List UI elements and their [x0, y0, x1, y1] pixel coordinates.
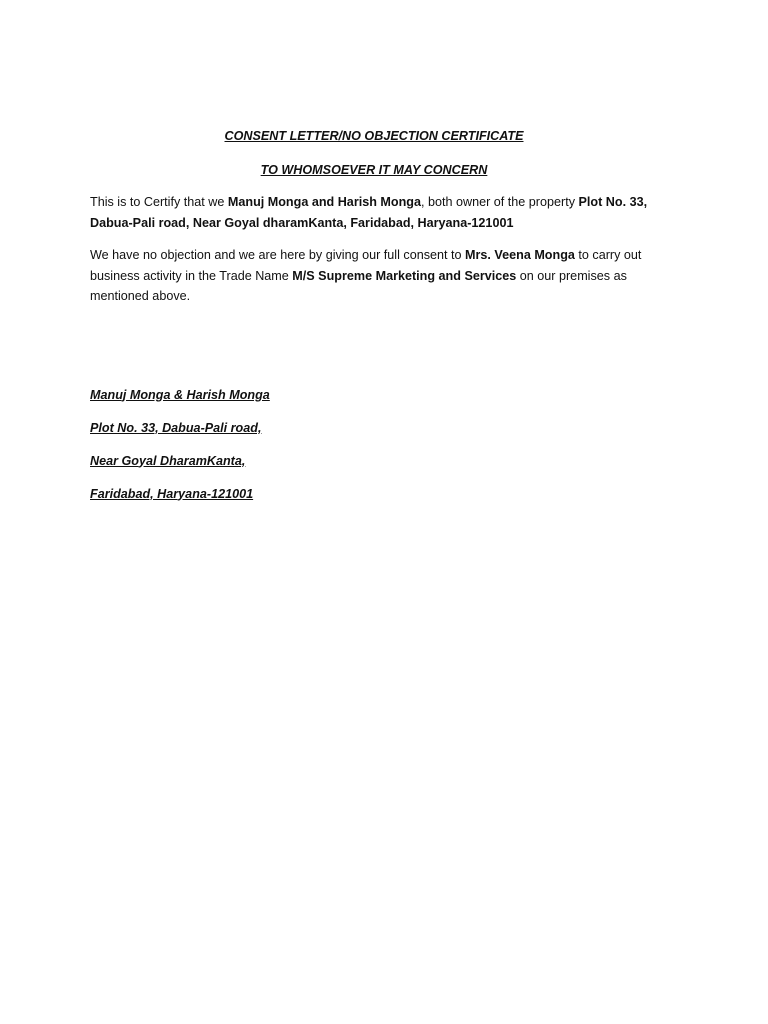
document-title: CONSENT LETTER/NO OBJECTION CERTIFICATE: [224, 129, 524, 143]
property-address: Plot No. 33, Dabua-Pali road, Near Goyal dharamKanta, Faridabad, Haryana-121001: [90, 195, 648, 230]
paragraph-text: We have no objection and we are here by giving our full consent to: [90, 248, 466, 262]
owner-names: Manuj Monga and Harish Monga: [227, 195, 421, 209]
signatory-address-line2: Near Goyal DharamKanta,: [90, 453, 246, 468]
paragraph-text: on our premises as mentioned above.: [90, 268, 627, 303]
signatory-address-line3: Faridabad, Haryana-121001: [90, 486, 254, 501]
paragraph-text: This is to Certify that we: [90, 195, 228, 209]
signature-block: [90, 385, 658, 505]
salutation: TO WHOMSOEVER IT MAY CONCERN: [260, 162, 488, 177]
signatory-address-line1: Plot No. 33, Dabua-Pali road,: [90, 420, 262, 435]
certification-paragraph: [90, 192, 658, 233]
consent-person: Mrs. Veena Monga: [465, 248, 575, 262]
paragraph-text: to carry out business activity in the Trade Name: [90, 248, 642, 283]
consent-paragraph: [90, 245, 658, 307]
signatory-names: Manuj Monga & Harish Monga: [90, 387, 270, 402]
trade-name: M/S Supreme Marketing and Services: [292, 268, 517, 283]
paragraph-text: , both owner of the property: [420, 195, 579, 209]
document-body: [90, 126, 658, 517]
